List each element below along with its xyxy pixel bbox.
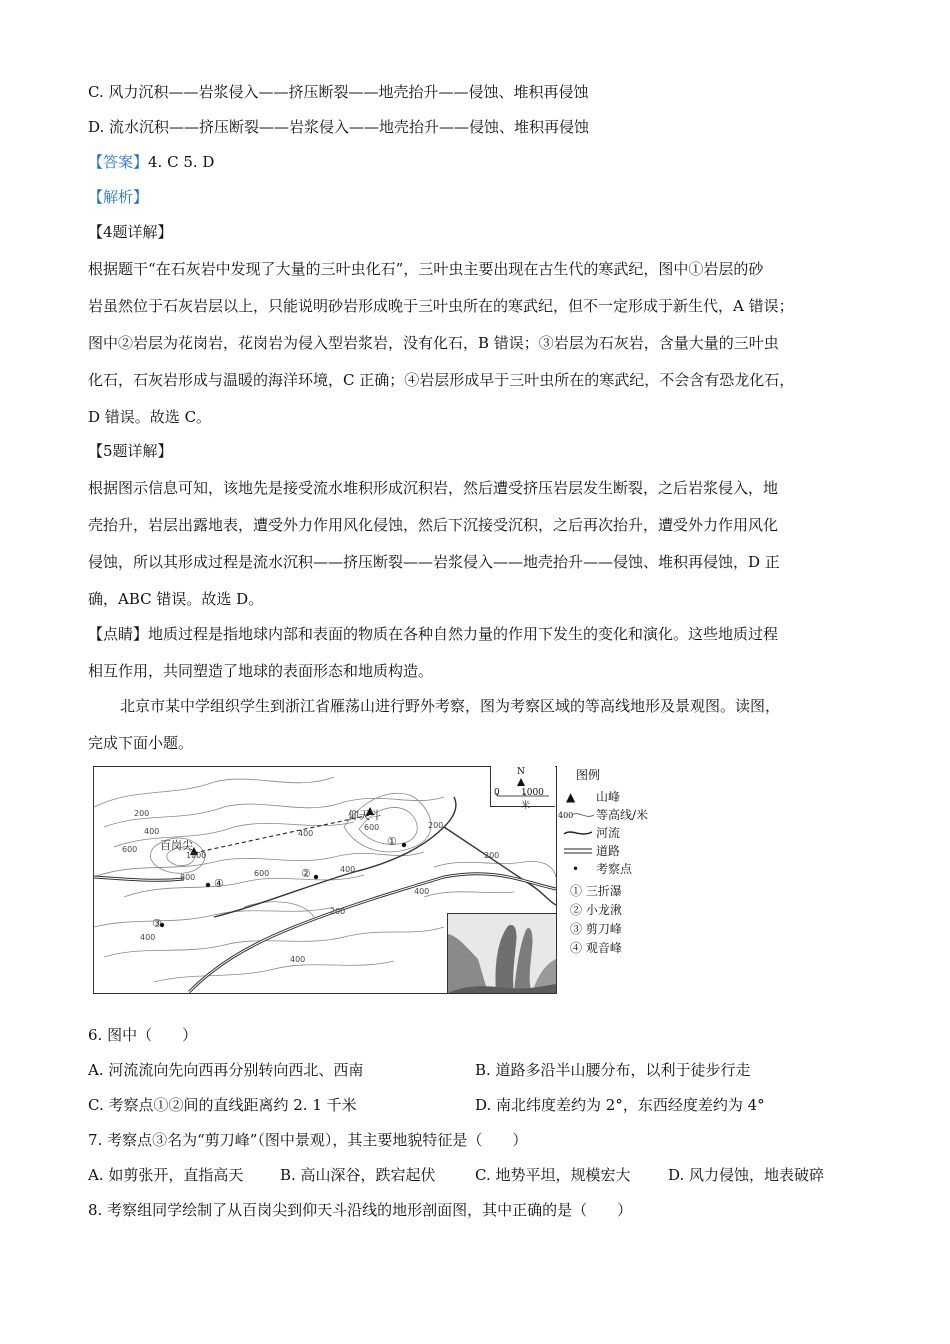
road-icon xyxy=(564,846,592,856)
question-6: 6. 图中（ ） xyxy=(88,1026,198,1044)
q4-para: 图中②岩层为花岗岩，花岗岩为侵入型岩浆岩，没有化石，B 错误；③岩层为石灰岩，含量大量的三叶虫 xyxy=(88,334,779,352)
q5-para: 确，ABC 错误。故选 D。 xyxy=(88,590,264,608)
contour-value: 400 xyxy=(144,827,160,836)
option-c-line: C. 风力沉积——岩浆侵入——挤压断裂——地壳抬升——侵蚀、堆积再侵蚀 xyxy=(88,83,589,101)
contour-value: 400 xyxy=(414,887,430,896)
landscape-photo xyxy=(447,913,556,993)
point-label: ① xyxy=(387,835,397,848)
q4-heading: 【4题详解】 xyxy=(88,223,173,241)
contour-value: 400 xyxy=(140,933,156,942)
legend-item: 考察点 xyxy=(596,862,633,876)
question-7: 7. 考察点③名为“剪刀峰”（图中景观），其主要地貌特征是（ ） xyxy=(88,1131,528,1149)
option-d-line: D. 流水沉积——挤压断裂——岩浆侵入——地壳抬升——侵蚀、堆积再侵蚀 xyxy=(88,118,590,136)
q6-option-b: B. 道路多沿半山腰分布，以利于徒步行走 xyxy=(475,1061,751,1079)
contour-value: 600 xyxy=(254,869,270,878)
legend-contour-sample: 400 xyxy=(558,811,574,820)
point-label: ③ xyxy=(152,917,162,930)
legend-item: 河流 xyxy=(596,826,621,840)
q5-para: 侵蚀，所以其形成过程是流水沉积——挤压断裂——岩浆侵入——地壳抬升——侵蚀、堆积再侵蚀，D 正 xyxy=(88,553,780,571)
legend-item: ③ 剪刀峰 xyxy=(570,922,622,936)
legend-item: 等高线/米 xyxy=(596,808,649,822)
legend-item: ④ 观音峰 xyxy=(570,941,622,955)
scissor-peak-image xyxy=(448,914,556,993)
contour-value: 200 xyxy=(484,851,500,860)
q4-para: D 错误。故选 C。 xyxy=(88,408,212,426)
contour-value: 400 xyxy=(340,865,356,874)
survey-point-icon: • xyxy=(572,862,580,876)
peak-label: 百岗尖 xyxy=(160,839,193,852)
contour-value: 600 xyxy=(364,823,380,832)
contour-line-icon xyxy=(572,810,594,820)
legend-item: ① 三折瀑 xyxy=(570,884,622,898)
legend-item: 道路 xyxy=(596,844,621,858)
q7-option-a: A. 如剪张开，直指高天 xyxy=(88,1166,244,1184)
q5-para: 壳抬升，岩层出露地表，遭受外力作用风化侵蚀，然后下沉接受沉积，之后再次抬升，遭受外力作用风化 xyxy=(88,516,779,534)
q6-option-c: C. 考察点①②间的直线距离约 2. 1 千米 xyxy=(88,1096,357,1114)
q6-option-d: D. 南北纬度差约为 2°，东西经度差约为 4° xyxy=(475,1096,765,1114)
contour-value: 200 xyxy=(134,809,150,818)
tip-line xyxy=(88,624,778,644)
peak-label: 仰天斗 xyxy=(348,809,381,822)
tip-tag: 【点睛】 xyxy=(88,625,149,643)
contour-value: 200 xyxy=(428,821,444,830)
q4-para: 岩虽然位于石灰岩层以上，只能说明砂岩形成晚于三叶虫所在的寒武纪，但不一定形成于新生代，A 错误； xyxy=(88,297,794,315)
contour-value: 800 xyxy=(180,873,196,882)
contour-value: 400 xyxy=(290,955,306,964)
q7-option-b: B. 高山深谷，跌宕起伏 xyxy=(280,1166,436,1184)
legend-title: 图例 xyxy=(576,768,601,782)
north-label: N xyxy=(517,767,525,777)
answer-tag: 【答案】 xyxy=(88,153,149,171)
point-label: ④ xyxy=(214,877,224,890)
q5-para: 根据图示信息可知，该地先是接受流水堆积形成沉积岩，然后遭受挤压岩层发生断裂，之后岩浆侵入，地 xyxy=(88,479,779,497)
analysis-tag: 【解析】 xyxy=(88,188,149,206)
scale-zero: 0 xyxy=(494,788,500,798)
legend-item: 山峰 xyxy=(596,790,621,804)
q6-option-a: A. 河流流向先向西再分别转向西北、西南 xyxy=(88,1061,364,1079)
peak-icon: ▲ xyxy=(566,790,576,804)
q7-option-c: C. 地势平坦，规模宏大 xyxy=(475,1166,631,1184)
point-label: ② xyxy=(301,867,311,880)
contour-value: 600 xyxy=(122,845,138,854)
river-icon xyxy=(564,828,592,838)
q5-heading: 【5题详解】 xyxy=(88,442,173,460)
q7-option-d: D. 风力侵蚀，地表破碎 xyxy=(668,1166,825,1184)
legend-item: ② 小龙湫 xyxy=(570,903,622,917)
tip-para: 相互作用，共同塑造了地球的表面形态和地质构造。 xyxy=(88,662,434,680)
contour-value: 1000 xyxy=(186,851,207,860)
q4-para: 根据题干“在石灰岩中发现了大量的三叶虫化石”，三叶虫主要出现在古生代的寒武纪，图中①岩层的砂 xyxy=(88,260,764,278)
question-8: 8. 考察组同学绘制了从百岗尖到仰天斗沿线的地形剖面图，其中正确的是（ ） xyxy=(88,1201,633,1219)
north-scale xyxy=(490,766,555,811)
contour-value: 400 xyxy=(298,829,314,838)
scale-label: 1000 米 xyxy=(521,788,544,811)
contour-value: 200 xyxy=(330,907,346,916)
intro-para: 北京市某中学组织学生到浙江省雁荡山进行野外考察，图为考察区域的等高线地形及景观图。读图， xyxy=(120,697,781,715)
tip-text: 地质过程是指地球内部和表面的物质在各种自然力量的作用下发生的变化和演化。这些地质过程 xyxy=(148,625,779,643)
intro-para: 完成下面小题。 xyxy=(88,734,194,752)
map-legend xyxy=(558,766,678,992)
q4-para: 化石，石灰岩形成与温暖的海洋环境，C 正确；④岩层形成早于三叶虫所在的寒武纪，不会含有恐龙化石， xyxy=(88,371,795,389)
answer-text: 4. C 5. D xyxy=(148,153,215,171)
answer-line xyxy=(88,152,214,172)
